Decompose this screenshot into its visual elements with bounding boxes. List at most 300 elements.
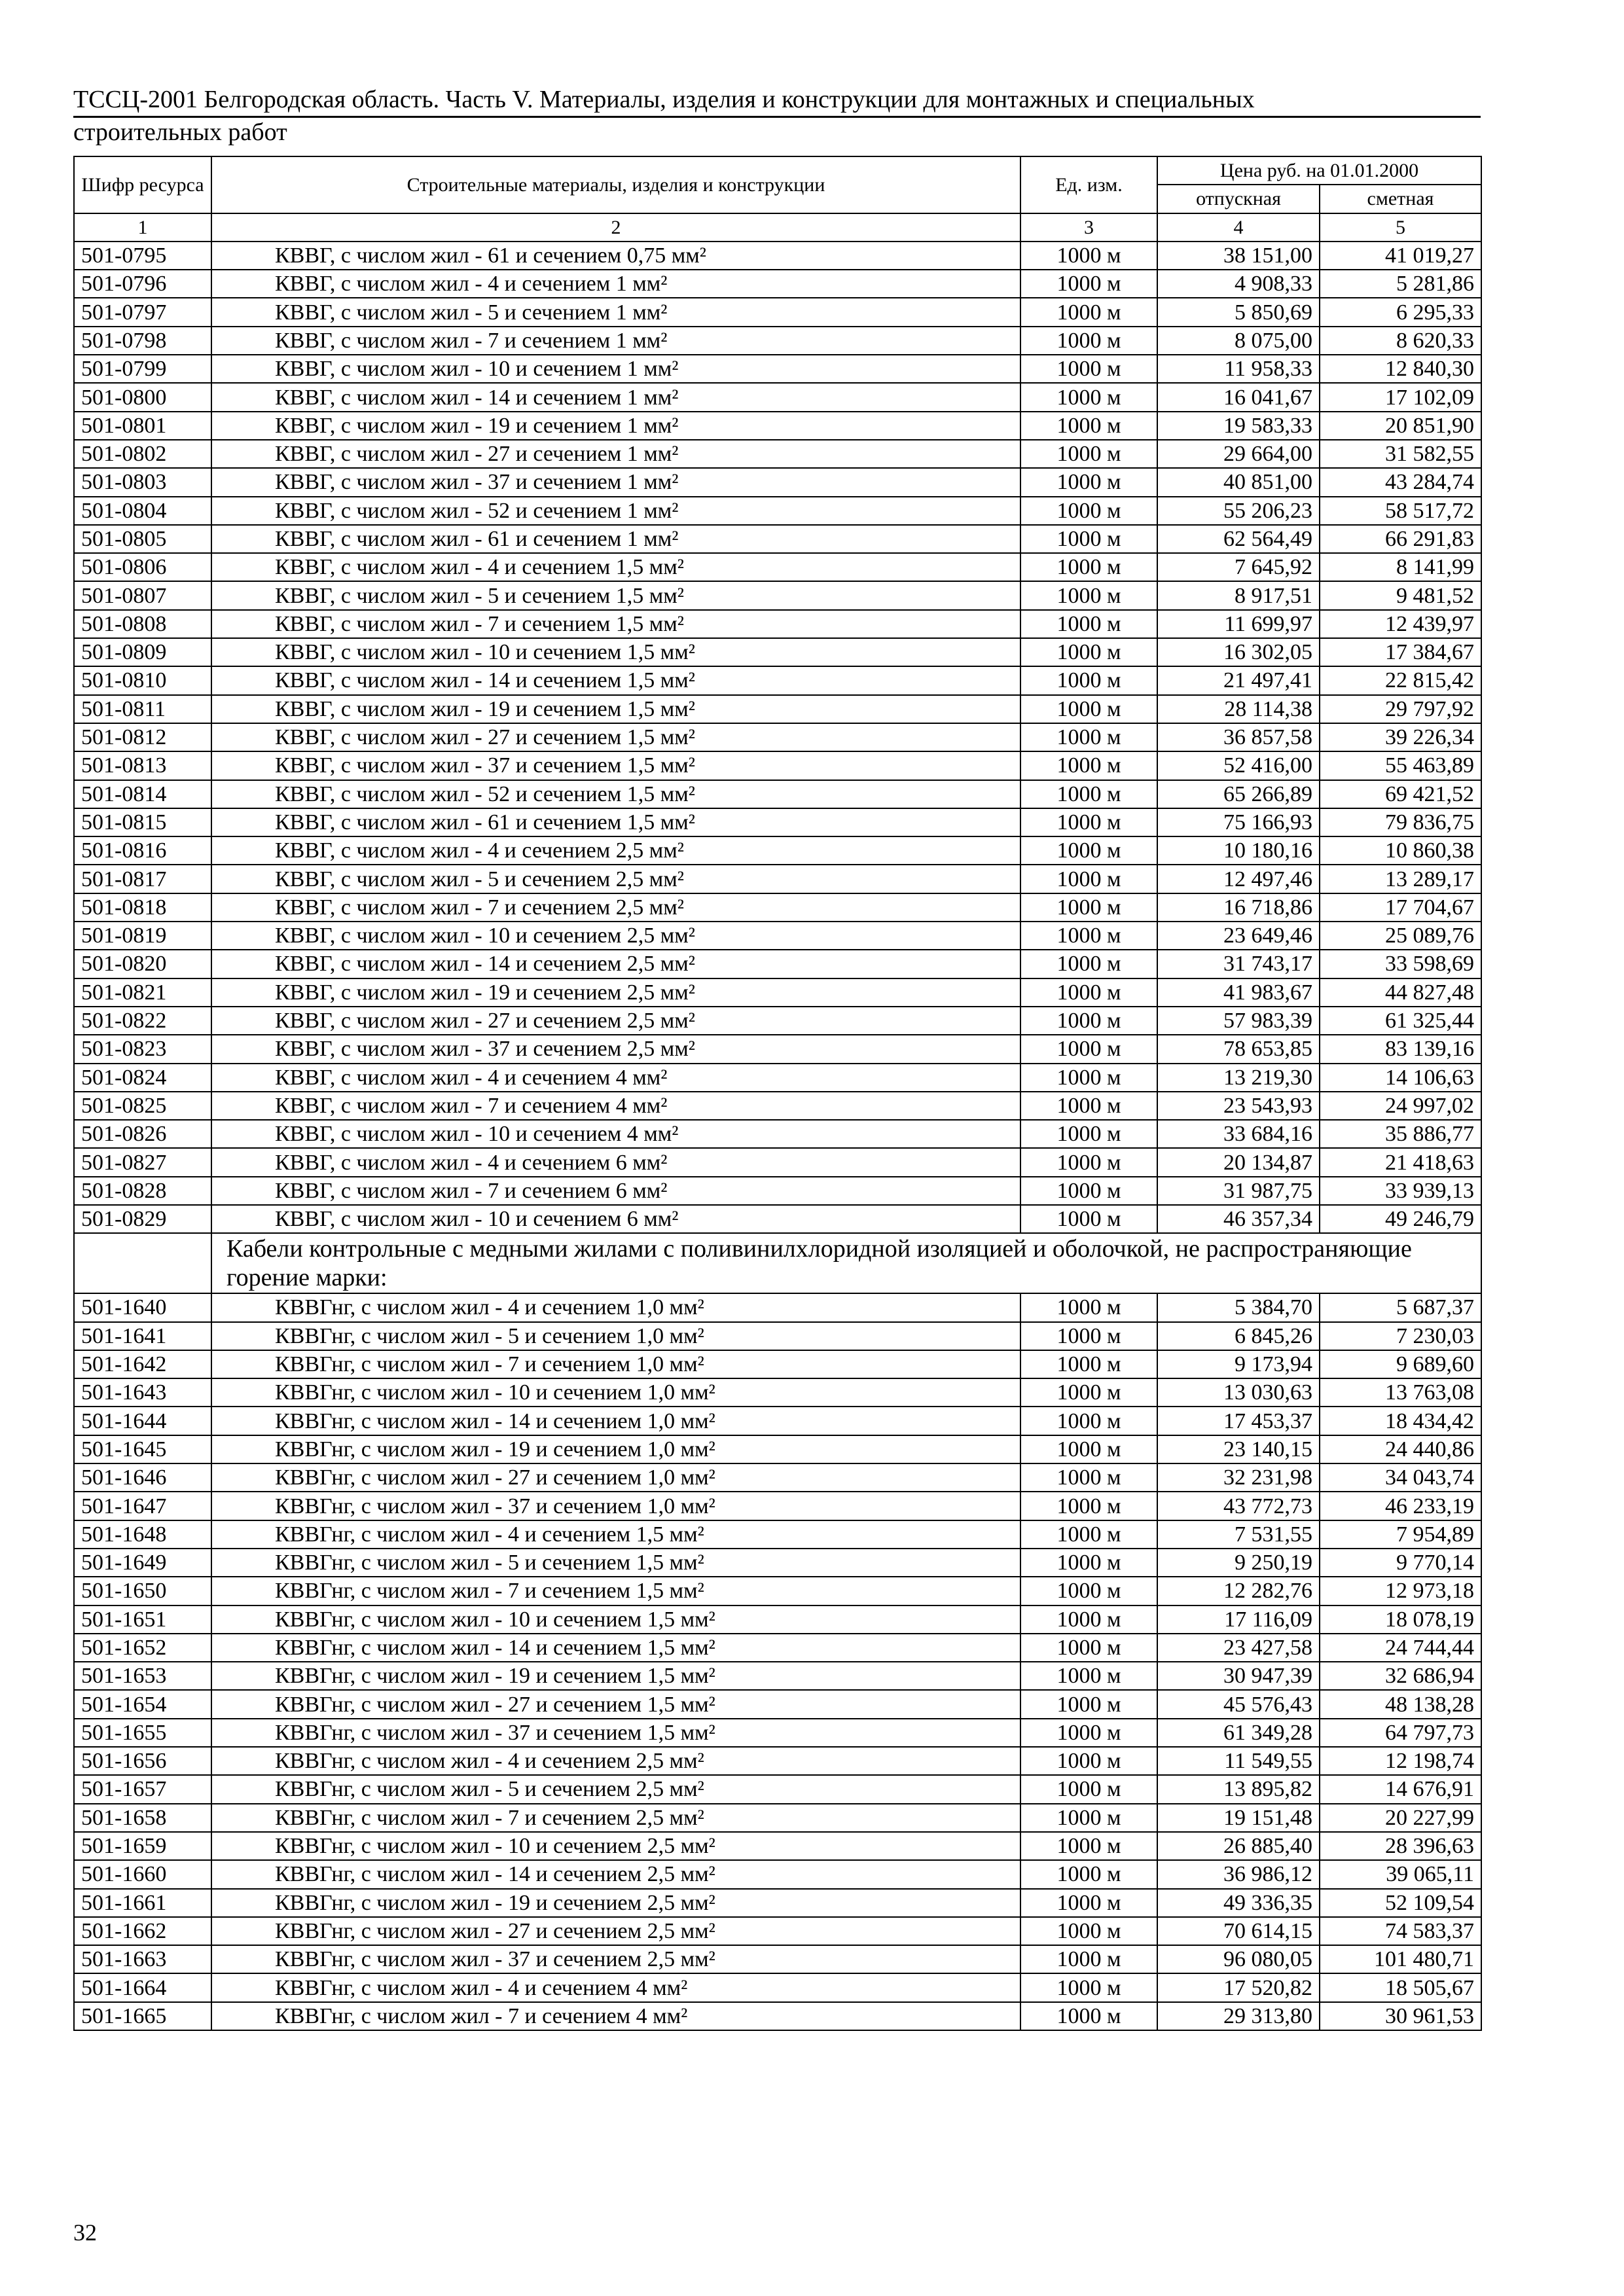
resource-code: 501-1643 — [74, 1378, 211, 1407]
unit: 1000 м — [1020, 1662, 1157, 1690]
table-body-kvvgng — [74, 1293, 1481, 2030]
material-name: КВВГ, с числом жил - 4 и сечением 4 мм² — [211, 1064, 1020, 1092]
estimate-price: 8 141,99 — [1320, 553, 1481, 581]
resource-code: 501-1649 — [74, 1549, 211, 1577]
table-row — [74, 440, 1481, 468]
resource-code: 501-1663 — [74, 1945, 211, 1973]
material-name: КВВГнг, с числом жил - 7 и сечением 1,0 мм² — [211, 1350, 1020, 1378]
estimate-price: 74 583,37 — [1320, 1917, 1481, 1945]
release-price: 38 151,00 — [1157, 242, 1320, 270]
unit: 1000 м — [1020, 1378, 1157, 1407]
release-price: 32 231,98 — [1157, 1463, 1320, 1492]
material-name: КВВГ, с числом жил - 10 и сечением 1,5 мм² — [211, 638, 1020, 666]
unit: 1000 м — [1020, 751, 1157, 780]
unit: 1000 м — [1020, 1860, 1157, 1888]
resource-code: 501-0806 — [74, 553, 211, 581]
material-name: КВВГнг, с числом жил - 19 и сечением 1,5 мм² — [211, 1662, 1020, 1690]
material-name: КВВГнг, с числом жил - 5 и сечением 1,5 мм² — [211, 1549, 1020, 1577]
table-body-kvvg — [74, 242, 1481, 1233]
material-name: КВВГ, с числом жил - 10 и сечением 4 мм² — [211, 1120, 1020, 1148]
table-row — [74, 327, 1481, 355]
estimate-price: 55 463,89 — [1320, 751, 1481, 780]
table-row — [74, 1120, 1481, 1148]
table-row — [74, 1804, 1481, 1832]
release-price: 40 851,00 — [1157, 468, 1320, 496]
table-row — [74, 1205, 1481, 1233]
release-price: 78 653,85 — [1157, 1035, 1320, 1063]
table-row — [74, 1945, 1481, 1973]
estimate-price: 61 325,44 — [1320, 1007, 1481, 1035]
table-row — [74, 1520, 1481, 1549]
estimate-price: 18 434,42 — [1320, 1407, 1481, 1435]
material-name: КВВГ, с числом жил - 7 и сечением 2,5 мм² — [211, 893, 1020, 922]
table-row — [74, 1463, 1481, 1492]
unit: 1000 м — [1020, 298, 1157, 326]
header-name: Строительные материалы, изделия и конструкции — [211, 156, 1020, 213]
table-row — [74, 1690, 1481, 1718]
estimate-price: 49 246,79 — [1320, 1205, 1481, 1233]
table-row — [74, 836, 1481, 865]
unit: 1000 м — [1020, 1549, 1157, 1577]
unit: 1000 м — [1020, 1889, 1157, 1917]
section-spacer — [74, 1233, 211, 1293]
resource-code: 501-0797 — [74, 298, 211, 326]
page-number: 32 — [73, 2219, 97, 2246]
unit: 1000 м — [1020, 440, 1157, 468]
unit: 1000 м — [1020, 1690, 1157, 1718]
estimate-price: 5 281,86 — [1320, 270, 1481, 298]
resource-code: 501-0807 — [74, 581, 211, 609]
estimate-price: 66 291,83 — [1320, 525, 1481, 553]
estimate-price: 12 439,97 — [1320, 610, 1481, 638]
material-name: КВВГ, с числом жил - 27 и сечением 1 мм² — [211, 440, 1020, 468]
table-row — [74, 1007, 1481, 1035]
material-name: КВВГ, с числом жил - 14 и сечением 1,5 мм² — [211, 666, 1020, 694]
resource-code: 501-0810 — [74, 666, 211, 694]
unit: 1000 м — [1020, 1775, 1157, 1803]
estimate-price: 8 620,33 — [1320, 327, 1481, 355]
price-table — [73, 156, 1482, 2031]
resource-code: 501-0819 — [74, 922, 211, 950]
unit: 1000 м — [1020, 1293, 1157, 1321]
table-row — [74, 610, 1481, 638]
material-name: КВВГнг, с числом жил - 7 и сечением 2,5 мм² — [211, 1804, 1020, 1832]
release-price: 41 983,67 — [1157, 978, 1320, 1007]
estimate-price: 17 102,09 — [1320, 383, 1481, 411]
table-row — [74, 865, 1481, 893]
resource-code: 501-0795 — [74, 242, 211, 270]
unit: 1000 м — [1020, 1407, 1157, 1435]
unit: 1000 м — [1020, 1520, 1157, 1549]
resource-code: 501-0813 — [74, 751, 211, 780]
estimate-price: 18 078,19 — [1320, 1605, 1481, 1634]
resource-code: 501-0812 — [74, 723, 211, 751]
resource-code: 501-0796 — [74, 270, 211, 298]
unit: 1000 м — [1020, 1120, 1157, 1148]
estimate-price: 101 480,71 — [1320, 1945, 1481, 1973]
release-price: 29 664,00 — [1157, 440, 1320, 468]
estimate-price: 34 043,74 — [1320, 1463, 1481, 1492]
unit: 1000 м — [1020, 1177, 1157, 1205]
table-row — [74, 1775, 1481, 1803]
material-name: КВВГнг, с числом жил - 4 и сечением 2,5 мм² — [211, 1747, 1020, 1775]
table-row — [74, 1577, 1481, 1605]
estimate-price: 41 019,27 — [1320, 242, 1481, 270]
material-name: КВВГнг, с числом жил - 37 и сечением 1,5 мм² — [211, 1719, 1020, 1747]
resource-code: 501-0821 — [74, 978, 211, 1007]
estimate-price: 12 840,30 — [1320, 355, 1481, 383]
resource-code: 501-1654 — [74, 1690, 211, 1718]
material-name: КВВГ, с числом жил - 4 и сечением 2,5 мм² — [211, 836, 1020, 865]
unit: 1000 м — [1020, 1719, 1157, 1747]
material-name: КВВГ, с числом жил - 14 и сечением 1 мм² — [211, 383, 1020, 411]
unit: 1000 м — [1020, 1064, 1157, 1092]
table-row — [74, 723, 1481, 751]
unit: 1000 м — [1020, 893, 1157, 922]
header-title-line1: ТССЦ-2001 Белгородская область. Часть V. Материалы, изделия и конструкции для монтажных и специальных — [73, 85, 1481, 118]
release-price: 19 583,33 — [1157, 412, 1320, 440]
header-estimate-price: сметная — [1320, 185, 1481, 213]
release-price: 31 987,75 — [1157, 1177, 1320, 1205]
material-name: КВВГнг, с числом жил - 14 и сечением 1,5 мм² — [211, 1634, 1020, 1662]
resource-code: 501-0808 — [74, 610, 211, 638]
material-name: КВВГнг, с числом жил - 14 и сечением 2,5 мм² — [211, 1860, 1020, 1888]
section-row — [74, 1233, 1481, 1293]
table-row — [74, 1832, 1481, 1860]
estimate-price: 13 289,17 — [1320, 865, 1481, 893]
unit: 1000 м — [1020, 327, 1157, 355]
header-release-price: отпускная — [1157, 185, 1320, 213]
estimate-price: 20 227,99 — [1320, 1804, 1481, 1832]
estimate-price: 39 226,34 — [1320, 723, 1481, 751]
material-name: КВВГ, с числом жил - 61 и сечением 1,5 мм² — [211, 808, 1020, 836]
estimate-price: 7 230,03 — [1320, 1322, 1481, 1350]
material-name: КВВГ, с числом жил - 27 и сечением 1,5 мм² — [211, 723, 1020, 751]
section-heading-body — [74, 1233, 1481, 1293]
estimate-price: 58 517,72 — [1320, 497, 1481, 525]
unit: 1000 м — [1020, 780, 1157, 808]
release-price: 43 772,73 — [1157, 1492, 1320, 1520]
unit: 1000 м — [1020, 1007, 1157, 1035]
header-title-line2: строительных работ — [73, 118, 287, 146]
release-price: 11 958,33 — [1157, 355, 1320, 383]
estimate-price: 10 860,38 — [1320, 836, 1481, 865]
estimate-price: 24 744,44 — [1320, 1634, 1481, 1662]
release-price: 13 895,82 — [1157, 1775, 1320, 1803]
resource-code: 501-0799 — [74, 355, 211, 383]
unit: 1000 м — [1020, 1832, 1157, 1860]
release-price: 16 041,67 — [1157, 383, 1320, 411]
table-row — [74, 525, 1481, 553]
material-name: КВВГ, с числом жил - 37 и сечением 1 мм² — [211, 468, 1020, 496]
table-row — [74, 553, 1481, 581]
release-price: 65 266,89 — [1157, 780, 1320, 808]
unit: 1000 м — [1020, 2002, 1157, 2030]
estimate-price: 12 973,18 — [1320, 1577, 1481, 1605]
table-row — [74, 1634, 1481, 1662]
estimate-price: 5 687,37 — [1320, 1293, 1481, 1321]
release-price: 30 947,39 — [1157, 1662, 1320, 1690]
table-row — [74, 1605, 1481, 1634]
release-price: 28 114,38 — [1157, 695, 1320, 723]
material-name: КВВГ, с числом жил - 5 и сечением 1,5 мм² — [211, 581, 1020, 609]
release-price: 36 857,58 — [1157, 723, 1320, 751]
estimate-price: 14 106,63 — [1320, 1064, 1481, 1092]
resource-code: 501-1648 — [74, 1520, 211, 1549]
resource-code: 501-1655 — [74, 1719, 211, 1747]
estimate-price: 9 689,60 — [1320, 1350, 1481, 1378]
unit: 1000 м — [1020, 836, 1157, 865]
unit: 1000 м — [1020, 383, 1157, 411]
material-name: КВВГнг, с числом жил - 5 и сечением 1,0 мм² — [211, 1322, 1020, 1350]
material-name: КВВГ, с числом жил - 10 и сечением 1 мм² — [211, 355, 1020, 383]
material-name: КВВГ, с числом жил - 19 и сечением 2,5 мм² — [211, 978, 1020, 1007]
release-price: 61 349,28 — [1157, 1719, 1320, 1747]
resource-code: 501-0802 — [74, 440, 211, 468]
material-name: КВВГ, с числом жил - 7 и сечением 1,5 мм² — [211, 610, 1020, 638]
release-price: 11 699,97 — [1157, 610, 1320, 638]
estimate-price: 20 851,90 — [1320, 412, 1481, 440]
unit: 1000 м — [1020, 1205, 1157, 1233]
material-name: КВВГнг, с числом жил - 19 и сечением 1,0 мм² — [211, 1435, 1020, 1463]
release-price: 8 917,51 — [1157, 581, 1320, 609]
material-name: КВВГ, с числом жил - 19 и сечением 1,5 мм² — [211, 695, 1020, 723]
estimate-price: 25 089,76 — [1320, 922, 1481, 950]
estimate-price: 18 505,67 — [1320, 1973, 1481, 2001]
release-price: 4 908,33 — [1157, 270, 1320, 298]
resource-code: 501-1656 — [74, 1747, 211, 1775]
table-row — [74, 355, 1481, 383]
release-price: 13 219,30 — [1157, 1064, 1320, 1092]
resource-code: 501-1645 — [74, 1435, 211, 1463]
unit: 1000 м — [1020, 1350, 1157, 1378]
estimate-price: 52 109,54 — [1320, 1889, 1481, 1917]
material-name: КВВГнг, с числом жил - 4 и сечением 1,0 мм² — [211, 1293, 1020, 1321]
release-price: 17 520,82 — [1157, 1973, 1320, 2001]
release-price: 9 250,19 — [1157, 1549, 1320, 1577]
table-row — [74, 242, 1481, 270]
estimate-price: 6 295,33 — [1320, 298, 1481, 326]
unit: 1000 м — [1020, 1435, 1157, 1463]
material-name: КВВГнг, с числом жил - 5 и сечением 2,5 мм² — [211, 1775, 1020, 1803]
release-price: 26 885,40 — [1157, 1832, 1320, 1860]
table-row — [74, 298, 1481, 326]
estimate-price: 46 233,19 — [1320, 1492, 1481, 1520]
table-row — [74, 751, 1481, 780]
unit: 1000 м — [1020, 1747, 1157, 1775]
release-price: 17 453,37 — [1157, 1407, 1320, 1435]
table-row — [74, 780, 1481, 808]
page-header — [73, 85, 1481, 147]
table-row — [74, 383, 1481, 411]
resource-code: 501-1652 — [74, 1634, 211, 1662]
resource-code: 501-1664 — [74, 1973, 211, 2001]
unit: 1000 м — [1020, 723, 1157, 751]
unit: 1000 м — [1020, 1035, 1157, 1063]
material-name: КВВГ, с числом жил - 27 и сечением 2,5 мм² — [211, 1007, 1020, 1035]
release-price: 23 649,46 — [1157, 922, 1320, 950]
estimate-price: 9 481,52 — [1320, 581, 1481, 609]
estimate-price: 31 582,55 — [1320, 440, 1481, 468]
table-row — [74, 808, 1481, 836]
unit: 1000 м — [1020, 1945, 1157, 1973]
table-row — [74, 1092, 1481, 1120]
table-row — [74, 2002, 1481, 2030]
column-index: 1 — [74, 213, 211, 242]
table-row — [74, 1148, 1481, 1176]
estimate-price: 24 440,86 — [1320, 1435, 1481, 1463]
table-row — [74, 1035, 1481, 1063]
unit: 1000 м — [1020, 950, 1157, 978]
release-price: 45 576,43 — [1157, 1690, 1320, 1718]
release-price: 9 173,94 — [1157, 1350, 1320, 1378]
table-row — [74, 1889, 1481, 1917]
release-price: 29 313,80 — [1157, 2002, 1320, 2030]
resource-code: 501-1641 — [74, 1322, 211, 1350]
table-row — [74, 1293, 1481, 1321]
resource-code: 501-1660 — [74, 1860, 211, 1888]
estimate-price: 33 939,13 — [1320, 1177, 1481, 1205]
material-name: КВВГ, с числом жил - 7 и сечением 6 мм² — [211, 1177, 1020, 1205]
table-row — [74, 1407, 1481, 1435]
release-price: 31 743,17 — [1157, 950, 1320, 978]
release-price: 8 075,00 — [1157, 327, 1320, 355]
unit: 1000 м — [1020, 1577, 1157, 1605]
estimate-price: 39 065,11 — [1320, 1860, 1481, 1888]
release-price: 7 531,55 — [1157, 1520, 1320, 1549]
table-row — [74, 978, 1481, 1007]
release-price: 16 302,05 — [1157, 638, 1320, 666]
estimate-price: 24 997,02 — [1320, 1092, 1481, 1120]
estimate-price: 35 886,77 — [1320, 1120, 1481, 1148]
material-name: КВВГнг, с числом жил - 7 и сечением 1,5 мм² — [211, 1577, 1020, 1605]
unit: 1000 м — [1020, 412, 1157, 440]
resource-code: 501-1658 — [74, 1804, 211, 1832]
resource-code: 501-0811 — [74, 695, 211, 723]
resource-code: 501-0827 — [74, 1148, 211, 1176]
unit: 1000 м — [1020, 865, 1157, 893]
resource-code: 501-0825 — [74, 1092, 211, 1120]
unit: 1000 м — [1020, 242, 1157, 270]
table-row — [74, 950, 1481, 978]
release-price: 11 549,55 — [1157, 1747, 1320, 1775]
material-name: КВВГ, с числом жил - 52 и сечением 1,5 мм² — [211, 780, 1020, 808]
column-index-row — [74, 213, 1481, 242]
estimate-price: 13 763,08 — [1320, 1378, 1481, 1407]
resource-code: 501-0817 — [74, 865, 211, 893]
material-name: КВВГ, с числом жил - 5 и сечением 2,5 мм² — [211, 865, 1020, 893]
resource-code: 501-0824 — [74, 1064, 211, 1092]
material-name: КВВГ, с числом жил - 37 и сечением 1,5 мм² — [211, 751, 1020, 780]
resource-code: 501-1642 — [74, 1350, 211, 1378]
release-price: 96 080,05 — [1157, 1945, 1320, 1973]
unit: 1000 м — [1020, 922, 1157, 950]
estimate-price: 22 815,42 — [1320, 666, 1481, 694]
release-price: 17 116,09 — [1157, 1605, 1320, 1634]
unit: 1000 м — [1020, 695, 1157, 723]
resource-code: 501-1661 — [74, 1889, 211, 1917]
release-price: 33 684,16 — [1157, 1120, 1320, 1148]
estimate-price: 29 797,92 — [1320, 695, 1481, 723]
release-price: 23 543,93 — [1157, 1092, 1320, 1120]
material-name: КВВГ, с числом жил - 4 и сечением 1,5 мм² — [211, 553, 1020, 581]
resource-code: 501-1650 — [74, 1577, 211, 1605]
release-price: 23 140,15 — [1157, 1435, 1320, 1463]
table-row — [74, 1177, 1481, 1205]
release-price: 12 282,76 — [1157, 1577, 1320, 1605]
material-name: КВВГ, с числом жил - 37 и сечением 2,5 мм² — [211, 1035, 1020, 1063]
material-name: КВВГнг, с числом жил - 4 и сечением 4 мм² — [211, 1973, 1020, 2001]
resource-code: 501-1646 — [74, 1463, 211, 1492]
resource-code: 501-1644 — [74, 1407, 211, 1435]
unit: 1000 м — [1020, 355, 1157, 383]
resource-code: 501-0815 — [74, 808, 211, 836]
material-name: КВВГ, с числом жил - 14 и сечением 2,5 мм² — [211, 950, 1020, 978]
material-name: КВВГ, с числом жил - 10 и сечением 6 мм² — [211, 1205, 1020, 1233]
table-row — [74, 497, 1481, 525]
table-row — [74, 468, 1481, 496]
release-price: 12 497,46 — [1157, 865, 1320, 893]
release-price: 13 030,63 — [1157, 1378, 1320, 1407]
resource-code: 501-1662 — [74, 1917, 211, 1945]
unit: 1000 м — [1020, 497, 1157, 525]
release-price: 57 983,39 — [1157, 1007, 1320, 1035]
resource-code: 501-1657 — [74, 1775, 211, 1803]
material-name: КВВГ, с числом жил - 61 и сечением 1 мм² — [211, 525, 1020, 553]
resource-code: 501-0809 — [74, 638, 211, 666]
material-name: КВВГ, с числом жил - 4 и сечением 1 мм² — [211, 270, 1020, 298]
resource-code: 501-0803 — [74, 468, 211, 496]
material-name: КВВГнг, с числом жил - 10 и сечением 2,5 мм² — [211, 1832, 1020, 1860]
resource-code: 501-1640 — [74, 1293, 211, 1321]
table-row — [74, 666, 1481, 694]
unit: 1000 м — [1020, 978, 1157, 1007]
section-heading: Кабели контрольные с медными жилами с поливинилхлоридной изоляцией и оболочкой, не распространяющие горение марки: — [211, 1233, 1481, 1293]
unit: 1000 м — [1020, 525, 1157, 553]
release-price: 55 206,23 — [1157, 497, 1320, 525]
estimate-price: 21 418,63 — [1320, 1148, 1481, 1176]
resource-code: 501-0805 — [74, 525, 211, 553]
release-price: 16 718,86 — [1157, 893, 1320, 922]
resource-code: 501-0804 — [74, 497, 211, 525]
table-row — [74, 1719, 1481, 1747]
table-row — [74, 695, 1481, 723]
release-price: 5 850,69 — [1157, 298, 1320, 326]
table-row — [74, 893, 1481, 922]
resource-code: 501-0828 — [74, 1177, 211, 1205]
material-name: КВВГнг, с числом жил - 27 и сечением 1,0 мм² — [211, 1463, 1020, 1492]
release-price: 6 845,26 — [1157, 1322, 1320, 1350]
table-row — [74, 1549, 1481, 1577]
estimate-price: 43 284,74 — [1320, 468, 1481, 496]
material-name: КВВГ, с числом жил - 19 и сечением 1 мм² — [211, 412, 1020, 440]
unit: 1000 м — [1020, 1148, 1157, 1176]
material-name: КВВГнг, с числом жил - 4 и сечением 1,5 мм² — [211, 1520, 1020, 1549]
table-row — [74, 1662, 1481, 1690]
table-row — [74, 270, 1481, 298]
header-code: Шифр ресурса — [74, 156, 211, 213]
release-price: 20 134,87 — [1157, 1148, 1320, 1176]
resource-code: 501-1651 — [74, 1605, 211, 1634]
unit: 1000 м — [1020, 1463, 1157, 1492]
resource-code: 501-0820 — [74, 950, 211, 978]
estimate-price: 9 770,14 — [1320, 1549, 1481, 1577]
estimate-price: 48 138,28 — [1320, 1690, 1481, 1718]
unit: 1000 м — [1020, 808, 1157, 836]
material-name: КВВГнг, с числом жил - 19 и сечением 2,5 мм² — [211, 1889, 1020, 1917]
release-price: 75 166,93 — [1157, 808, 1320, 836]
resource-code: 501-1653 — [74, 1662, 211, 1690]
